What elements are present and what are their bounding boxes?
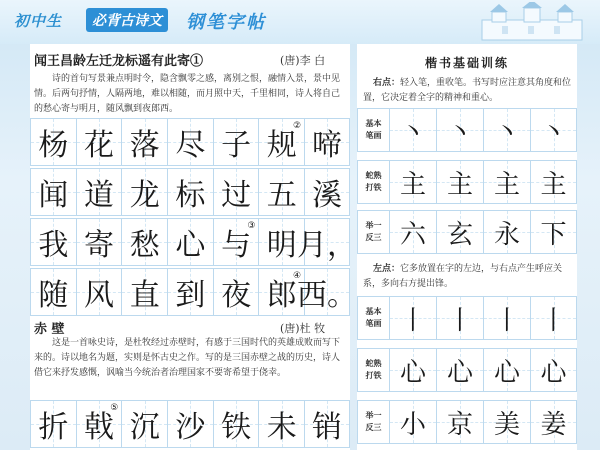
- label-line1: 基本: [365, 119, 382, 128]
- drill-char: 主: [540, 169, 567, 200]
- char: 花: [84, 128, 115, 163]
- drill-cell: [483, 296, 530, 340]
- char: 直: [129, 278, 160, 313]
- char: 啼: [311, 128, 342, 163]
- char-cell: [258, 118, 304, 166]
- label-line1: 举一: [365, 221, 382, 230]
- char-cell: [30, 268, 76, 316]
- footnote-mark: ②: [293, 121, 302, 131]
- char: 沙: [175, 410, 206, 445]
- char-cell: [167, 218, 213, 266]
- label-line1: 举一: [365, 411, 382, 420]
- char: 戟: [84, 410, 115, 445]
- label-line1: 蛇熟: [365, 171, 382, 180]
- poem1-author: (唐)李 白: [280, 54, 326, 67]
- char: 我: [38, 228, 69, 263]
- char: 寄: [84, 228, 115, 263]
- desc1-text: 轻入笔，重收笔。书写时应注意其角度和位置，它决定着全字的精神和重心。: [363, 78, 572, 103]
- drill-char: 京: [446, 409, 473, 440]
- castle-decoration-icon: [472, 2, 592, 42]
- drill-cell: [530, 160, 577, 204]
- label-line1: 蛇熟: [365, 359, 382, 368]
- drill-char: 下: [540, 219, 567, 250]
- drill-cell: [530, 348, 577, 392]
- page-header: [0, 0, 600, 44]
- drill-char: 丨: [493, 305, 520, 336]
- char-cell: [304, 168, 350, 216]
- char-cell: [213, 168, 259, 216]
- drill-cell: [436, 348, 483, 392]
- char: 折: [38, 410, 69, 445]
- label-line2: 反三: [365, 233, 382, 242]
- drill-char: 丨: [446, 305, 473, 336]
- char: 明: [266, 228, 297, 263]
- drill-cell: [483, 348, 530, 392]
- char-cell: [121, 218, 167, 266]
- char-cell: [76, 400, 122, 448]
- series-label: 初中生: [14, 12, 63, 30]
- drill-label: [357, 160, 389, 204]
- char-row: [30, 400, 350, 448]
- char-cell: [30, 118, 76, 166]
- char: 五: [266, 178, 297, 213]
- drill-row-skill-2: [357, 348, 577, 392]
- practice-desc-1: [363, 76, 573, 106]
- char-cell: [167, 400, 213, 448]
- drill-cell: [483, 108, 530, 152]
- drill-row-apply-2: [357, 400, 577, 444]
- footnote-mark: ④: [293, 271, 302, 281]
- drill-label: [357, 400, 389, 444]
- drill-cell: [436, 400, 483, 444]
- drill-char: 丶: [399, 117, 426, 148]
- desc1-head: 右点：: [373, 78, 401, 88]
- drill-char: 永: [493, 219, 520, 250]
- drill-char: 心: [493, 357, 520, 388]
- char: 销: [311, 410, 342, 445]
- char-cell: [296, 218, 357, 266]
- drill-cell: [389, 348, 436, 392]
- char-cell: [167, 268, 213, 316]
- poem1-intro: 诗的首句写景兼点明时令，隐含飘零之感，离别之恨，融情入景，景中见情。后两句抒情，人隔两地，难以相随，而月照中天，千里相同，诗人将自己的愁心寄与明月，随风飘到夜郎西。: [34, 74, 341, 114]
- drill-char: 丶: [540, 117, 567, 148]
- char-cell: [121, 400, 167, 448]
- drill-char: 丶: [446, 117, 473, 148]
- desc2-text: 它多放置在字的左边，与右点产生呼应关系，多向右方提出锋。: [363, 264, 563, 289]
- char-cell: [213, 118, 259, 166]
- char-cell: [121, 118, 167, 166]
- drill-char: 姜: [540, 409, 567, 440]
- drill-char: 玄: [446, 219, 473, 250]
- char-cell: [76, 268, 122, 316]
- char: 龙: [129, 178, 160, 213]
- char: 尽: [175, 128, 206, 163]
- char: 杨: [38, 128, 69, 163]
- practice-title: 楷书基础训练: [424, 56, 509, 70]
- char: 沉: [129, 410, 160, 445]
- drill-label: [357, 348, 389, 392]
- char-cell: [258, 400, 304, 448]
- drill-char: 丨: [399, 305, 426, 336]
- char-row: [30, 168, 350, 216]
- char-row: [30, 118, 350, 166]
- char-cell: [30, 400, 76, 448]
- char: 与: [221, 228, 252, 263]
- drill-label: [357, 108, 389, 152]
- drill-char: 丨: [540, 305, 567, 336]
- label-line1: 基本: [365, 307, 382, 316]
- char: 子: [221, 128, 252, 163]
- char: 标: [175, 178, 206, 213]
- drill-char: 丶: [493, 117, 520, 148]
- drill-row-skill-1: [357, 160, 577, 204]
- drill-cell: [483, 210, 530, 254]
- drill-cell: [389, 210, 436, 254]
- char-cell: [76, 168, 122, 216]
- char: 溪: [311, 178, 342, 213]
- drill-row-basic-2: [357, 296, 577, 340]
- char-cell: [30, 168, 76, 216]
- poem2-author: (唐)杜 牧: [280, 322, 326, 335]
- poem2-intro: 这是一首咏史诗，是杜牧经过赤壁时，有感于三国时代的英雄成败而写下来的。诗以地名为题，实则是怀古史之作。写的是三国赤壁之战的历史，诗人借它来抒发感慨，讽喻当今统治者治理国家不要寄希望于侥幸。: [34, 338, 341, 378]
- char-cell: [213, 268, 259, 316]
- drill-char: 小: [399, 409, 426, 440]
- drill-row-basic-1: [357, 108, 577, 152]
- label-line2: 笔画: [365, 131, 382, 140]
- char: 落: [129, 128, 160, 163]
- drill-cell: [389, 108, 436, 152]
- char-row: [30, 268, 357, 316]
- label-line2: 反三: [365, 423, 382, 432]
- char: 风: [84, 278, 115, 313]
- char-cell: [30, 218, 76, 266]
- drill-cell: [436, 210, 483, 254]
- poem2-title: 赤 壁: [34, 322, 65, 337]
- char: 随: [38, 278, 69, 313]
- char: 道: [84, 178, 115, 213]
- drill-char: 心: [446, 357, 473, 388]
- drill-char: 主: [399, 169, 426, 200]
- char: 月，: [296, 228, 357, 263]
- char: 夜: [221, 278, 252, 313]
- drill-cell: [530, 296, 577, 340]
- char: 愁: [129, 228, 160, 263]
- drill-char: 六: [399, 219, 426, 250]
- char-cell: [296, 268, 357, 316]
- char: 闻: [38, 178, 69, 213]
- poem1-title: 闻王昌龄左迁龙标遥有此寄①: [34, 54, 204, 69]
- label-line2: 笔画: [365, 319, 382, 328]
- desc2-head: 左点：: [373, 264, 401, 274]
- drill-char: 美: [493, 409, 520, 440]
- drill-char: 主: [493, 169, 520, 200]
- drill-cell: [530, 210, 577, 254]
- drill-row-apply-1: [357, 210, 577, 254]
- drill-cell: [436, 108, 483, 152]
- drill-label: [357, 296, 389, 340]
- char: 郎: [266, 278, 297, 313]
- char-cell: [167, 168, 213, 216]
- char: 规: [266, 128, 297, 163]
- drill-cell: [389, 296, 436, 340]
- book-title: 钢笔字帖: [186, 12, 266, 33]
- footnote-mark: ③: [247, 221, 256, 231]
- char-cell: [76, 118, 122, 166]
- char-cell: [304, 400, 350, 448]
- series-badge: 必背古诗文: [86, 8, 168, 32]
- label-line2: 打铁: [365, 183, 382, 192]
- drill-cell: [483, 400, 530, 444]
- drill-cell: [389, 400, 436, 444]
- char-cell: [121, 168, 167, 216]
- drill-cell: [389, 160, 436, 204]
- char: 铁: [221, 410, 252, 445]
- char-cell: [304, 118, 350, 166]
- drill-char: 心: [540, 357, 567, 388]
- char-cell: [76, 218, 122, 266]
- drill-char: 主: [446, 169, 473, 200]
- char: 过: [221, 178, 252, 213]
- char-cell: [258, 168, 304, 216]
- char-cell: [213, 400, 259, 448]
- char: 未: [266, 410, 297, 445]
- label-line2: 打铁: [365, 371, 382, 380]
- drill-cell: [530, 400, 577, 444]
- drill-cell: [436, 296, 483, 340]
- char: 心: [175, 228, 206, 263]
- drill-cell: [436, 160, 483, 204]
- char-row: [30, 218, 357, 266]
- char-cell: [167, 118, 213, 166]
- char: 西。: [296, 278, 357, 313]
- drill-label: [357, 210, 389, 254]
- drill-cell: [530, 108, 577, 152]
- drill-cell: [483, 160, 530, 204]
- char: 到: [175, 278, 206, 313]
- practice-desc-2: [363, 262, 573, 292]
- poem-panel: [30, 44, 357, 450]
- practice-panel: [357, 44, 577, 450]
- drill-char: 心: [399, 357, 426, 388]
- footnote-mark: ⑤: [110, 403, 119, 413]
- char-cell: [121, 268, 167, 316]
- char-cell: [213, 218, 259, 266]
